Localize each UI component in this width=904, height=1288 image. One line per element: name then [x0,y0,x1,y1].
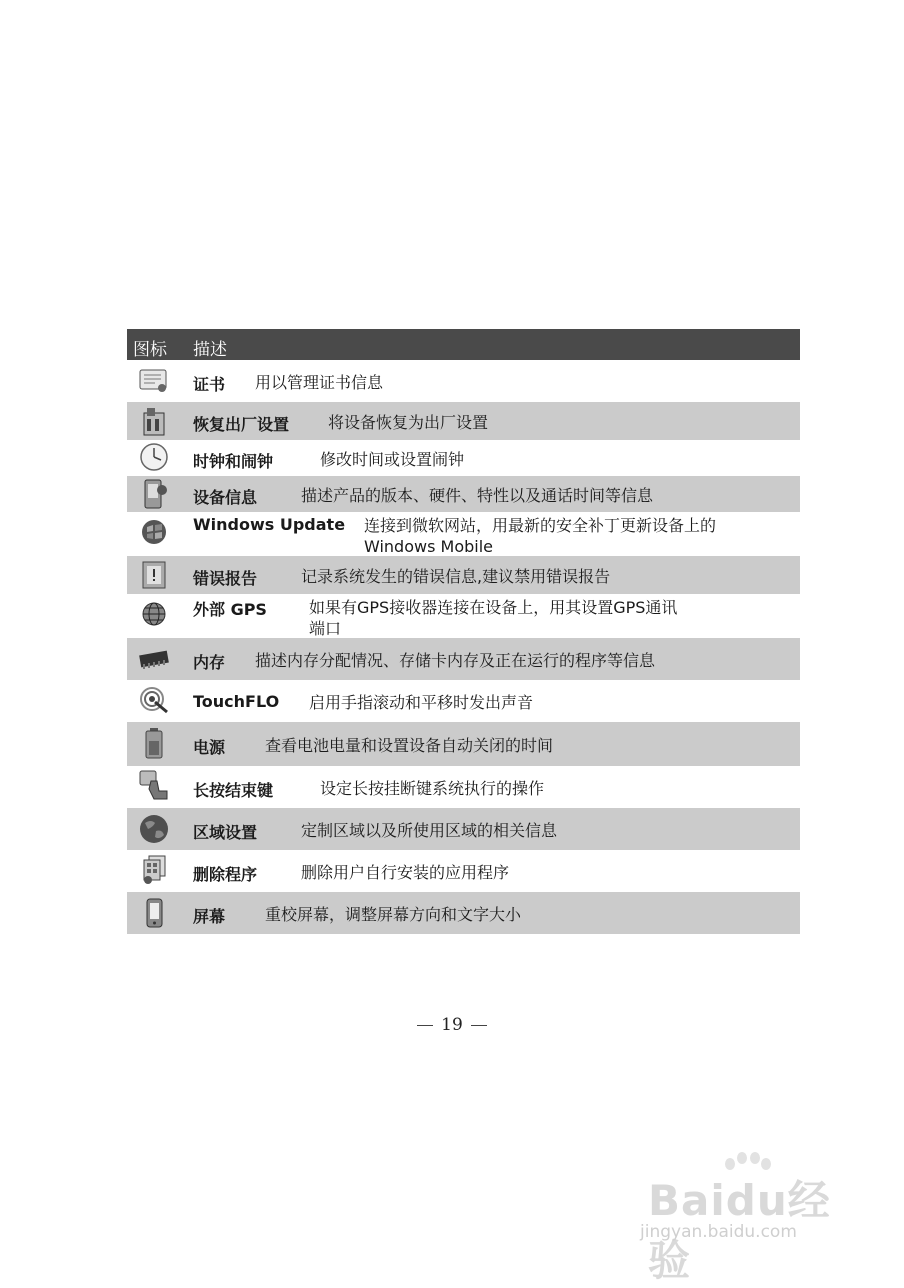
row-name: 删除程序 [193,865,258,884]
table-header [127,329,800,360]
gps-icon [137,598,171,630]
row-name: 电源 [193,738,226,757]
row-desc: 用以管理证书信息 [255,373,384,392]
error-report-icon [137,559,171,591]
settings-table [127,329,800,934]
device-info-icon [137,478,171,510]
windows-update-icon [137,515,171,547]
table-row [127,440,800,476]
row-desc: 设定长按挂断键系统执行的操作 [320,779,545,798]
row-name: 设备信息 [193,488,258,507]
row-desc: 记录系统发生的错误信息,建议禁用错误报告 [301,567,611,586]
row-desc: 连接到微软网站，用最新的安全补丁更新设备上的 [364,516,717,535]
row-desc: 描述内存分配情况、存储卡内存及正在运行的程序等信息 [255,651,656,670]
clock-icon [137,441,171,473]
memory-icon [137,643,171,675]
row-name: 内存 [193,653,226,672]
row-name: Windows Update [193,515,346,534]
page-number [0,1015,904,1035]
row-name: 恢复出厂设置 [193,415,290,434]
baidu-watermark [640,1150,870,1285]
row-name: 错误报告 [193,569,258,588]
table-row [127,892,800,934]
factory-reset-icon [137,405,171,437]
row-desc-continued: 端口 [309,619,342,638]
certificate-icon [137,365,171,397]
row-desc: 定制区域以及所使用区域的相关信息 [301,821,558,840]
row-desc: 查看电池电量和设置设备自动关闭的时间 [265,736,554,755]
remove-programs-icon [137,854,171,886]
row-name: TouchFLO [193,692,280,711]
row-desc: 删除用户自行安装的应用程序 [301,863,510,882]
row-desc: 如果有GPS接收器连接在设备上，用其设置GPS通讯 [309,598,678,617]
table-row [127,680,800,722]
table-row [127,360,800,402]
touchflo-icon [137,684,171,716]
row-desc: 将设备恢复为出厂设置 [328,413,489,432]
battery-icon [137,727,171,759]
row-desc: 修改时间或设置闹钟 [320,450,465,469]
table-row [127,766,800,808]
globe-icon [137,813,171,845]
page-number-dash-left [417,1025,433,1026]
row-desc: 重校屏幕，调整屏幕方向和文字大小 [265,905,522,924]
page-number-value: 19 [441,1015,463,1035]
row-name: 长按结束键 [193,781,274,800]
watermark-logo-text: Baidu经验 [648,1176,831,1285]
watermark-url: jingyan.baidu.com [640,1222,797,1242]
table-row [127,556,800,594]
end-key-icon [137,769,171,801]
row-desc: 描述产品的版本、硬件、特性以及通话时间等信息 [301,486,654,505]
row-name: 区域设置 [193,823,258,842]
page-number-dash-right [471,1025,487,1026]
row-desc-continued: Windows Mobile [364,537,493,556]
row-name: 外部 GPS [193,600,267,619]
screen-icon [137,897,171,929]
row-name: 时钟和闹钟 [193,452,274,471]
table-row [127,808,800,850]
table-row [127,722,800,766]
table-row [127,402,800,440]
row-name: 屏幕 [193,907,226,926]
table-row [127,512,800,556]
row-desc: 启用手指滚动和平移时发出声音 [309,693,534,712]
header-desc-col: 描述 [193,340,227,360]
table-row [127,594,800,638]
table-row [127,476,800,512]
header-icon-col: 图标 [133,340,167,360]
row-name: 证书 [193,375,226,394]
table-row [127,850,800,892]
table-row [127,638,800,680]
